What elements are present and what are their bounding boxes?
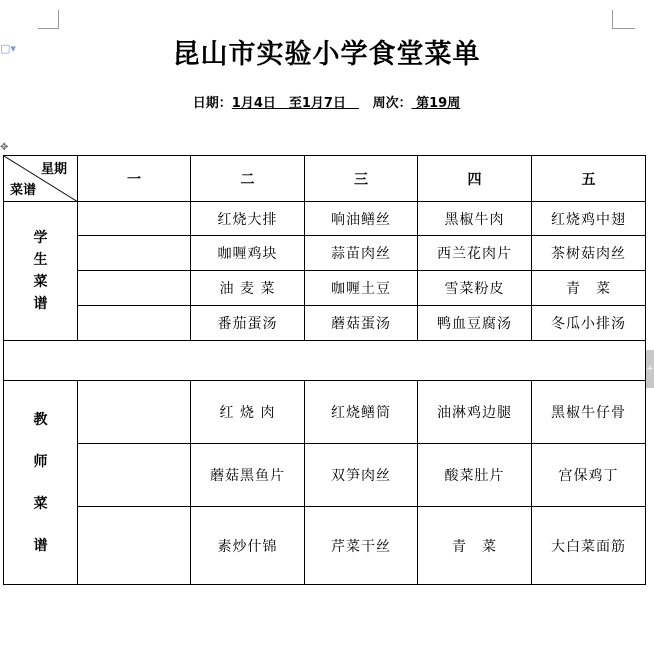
menu-table xyxy=(3,155,646,585)
dish-cell: 红烧鸡中翅 xyxy=(532,202,646,236)
student-row xyxy=(4,271,646,306)
dish-cell: 青 菜 xyxy=(532,271,646,306)
page-title: 昆山市实验小学食堂菜单 xyxy=(172,39,481,70)
teacher-row xyxy=(4,507,646,585)
dish-cell: 番茄蛋汤 xyxy=(191,306,305,341)
dish-cell: 芹菜干丝 xyxy=(305,507,418,585)
student-row xyxy=(4,306,646,341)
dish-cell xyxy=(78,306,191,341)
dish-cell: 茶树菇肉丝 xyxy=(532,236,646,271)
dish-cell: 蘑菇蛋汤 xyxy=(305,306,418,341)
dish-cell: 素炒什锦 xyxy=(191,507,305,585)
day-header-tue: 二 xyxy=(191,156,305,202)
date-line xyxy=(0,92,653,111)
dish-cell xyxy=(78,202,191,236)
dish-cell: 红 烧 肉 xyxy=(191,381,305,444)
dish-cell xyxy=(78,271,191,306)
dish-cell: 雪菜粉皮 xyxy=(418,271,532,306)
dish-cell: 鸭血豆腐汤 xyxy=(418,306,532,341)
student-row xyxy=(4,236,646,271)
date-label: 日期： xyxy=(192,96,232,111)
dish-cell: 蒜苗肉丝 xyxy=(305,236,418,271)
dish-cell: 冬瓜小排汤 xyxy=(532,306,646,341)
dish-cell: 青 菜 xyxy=(418,507,532,585)
day-header-mon: 一 xyxy=(78,156,191,202)
teacher-row xyxy=(4,444,646,507)
dish-cell: 黑椒牛仔骨 xyxy=(532,381,646,444)
teacher-row xyxy=(4,381,646,444)
header-row xyxy=(4,156,646,202)
page-margin-mark-left xyxy=(38,10,59,29)
dish-cell xyxy=(78,381,191,444)
dish-cell: 响油鳝丝 xyxy=(305,202,418,236)
dish-cell: 西兰花肉片 xyxy=(418,236,532,271)
corner-label-weekday: 星期 xyxy=(40,162,67,177)
dish-cell: 蘑菇黑鱼片 xyxy=(191,444,305,507)
student-menu-label: 学 生 菜 谱 xyxy=(4,202,78,341)
day-header-fri: 五 xyxy=(532,156,646,202)
dish-cell xyxy=(78,507,191,585)
day-header-wed: 三 xyxy=(305,156,418,202)
dish-cell: 油 麦 菜 xyxy=(191,271,305,306)
date-range: 1月4日 至1月7日 xyxy=(231,96,359,111)
table-expand-handle-icon[interactable]: + xyxy=(646,350,654,388)
dish-cell: 咖喱鸡块 xyxy=(191,236,305,271)
dish-cell: 宫保鸡丁 xyxy=(532,444,646,507)
separator-row xyxy=(4,341,646,381)
dish-cell: 酸菜肚片 xyxy=(418,444,532,507)
week-value: 第19周 xyxy=(411,96,461,111)
corner-header-cell xyxy=(4,156,78,202)
dish-cell xyxy=(78,236,191,271)
dish-cell: 黑椒牛肉 xyxy=(418,202,532,236)
paste-options-icon[interactable]: ▢▾ xyxy=(0,42,16,55)
separator-cell xyxy=(4,341,646,381)
day-header-thu: 四 xyxy=(418,156,532,202)
table-move-handle-icon[interactable]: ✥ xyxy=(0,142,9,153)
dish-cell: 大白菜面筋 xyxy=(532,507,646,585)
dish-cell: 双笋肉丝 xyxy=(305,444,418,507)
dish-cell: 红烧大排 xyxy=(191,202,305,236)
corner-label-menu: 菜谱 xyxy=(10,183,37,198)
student-row xyxy=(4,202,646,236)
teacher-menu-label: 教 师 菜 谱 xyxy=(4,381,78,585)
dish-cell xyxy=(78,444,191,507)
dish-cell: 红烧鳝筒 xyxy=(305,381,418,444)
page-margin-mark-right xyxy=(612,10,635,29)
dish-cell: 油淋鸡边腿 xyxy=(418,381,532,444)
week-label: 周次： xyxy=(372,96,412,111)
dish-cell: 咖喱土豆 xyxy=(305,271,418,306)
